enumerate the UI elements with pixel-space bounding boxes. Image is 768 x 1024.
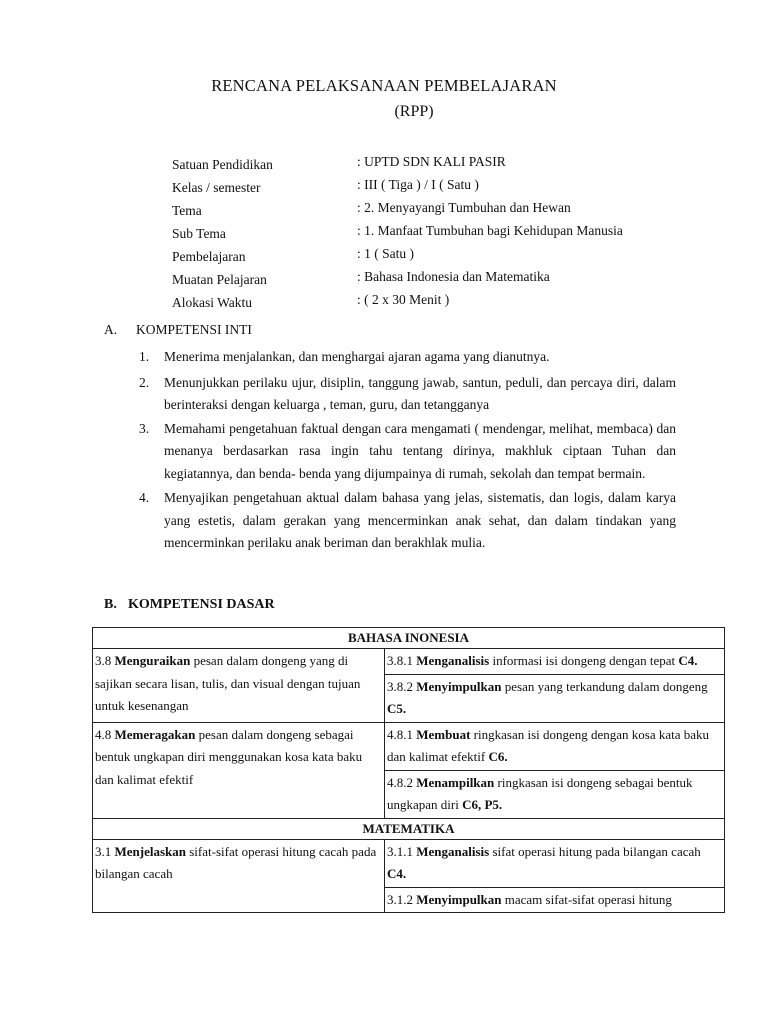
identity-label: Sub Tema <box>172 226 226 241</box>
list-text: Menerima menjalankan, dan menghargai ajaran agama yang dianutnya. <box>164 349 550 364</box>
identity-label: Pembelajaran <box>172 249 246 264</box>
identity-label: Alokasi Waktu <box>172 295 253 310</box>
kd-cell: 3.8 Menguraikan pesan dalam dongeng yang di sajikan secara lisan, tulis, dan visual dengan tujuan untuk kesenangan <box>93 649 385 723</box>
table-row <box>93 628 725 649</box>
section-b-heading <box>104 597 275 613</box>
list-text: Menunjukkan perilaku ujur, disiplin, tanggung jawab, santun, peduli, dan percaya diri, dalam berinteraksi dengan keluarga , teman, guru, dan tetangganya <box>164 374 676 412</box>
identity-label: Tema <box>172 203 202 218</box>
list-number: 1. <box>139 349 150 364</box>
table-row <box>93 649 725 675</box>
indicator-cell: 3.8.1 Menganalisis informasi isi dongeng dengan tepat C4. <box>385 649 725 675</box>
kompetensi-dasar-table <box>92 627 725 913</box>
list-text: Memahami pengetahuan faktual dengan cara mengamati ( mendengar, melihat, membaca) dan menanya berdasarkan rasa ingin tahu tentang dirinya, makhluk ciptaan Tuhan dan kegiatannya, dan benda- benda yang dijumpainya di rumah, sekolah dan tempat bermain. <box>164 420 676 481</box>
section-title: KOMPETENSI INTI <box>136 322 252 337</box>
table-row <box>93 818 725 839</box>
list-item <box>139 418 676 486</box>
identity-value: : 1. Manfaat Tumbuhan bagi Kehidupan Manusia <box>357 223 623 238</box>
identity-value: : Bahasa Indonesia dan Matematika <box>357 269 550 284</box>
list-number: 4. <box>139 490 150 505</box>
section-letter: B. <box>104 597 117 612</box>
table-row <box>93 839 725 887</box>
section-title: KOMPETENSI DASAR <box>128 597 275 612</box>
indicator-cell: 3.1.2 Menyimpulkan macam sifat-sifat operasi hitung <box>385 887 725 913</box>
kd-cell: 3.1 Menjelaskan sifat-sifat operasi hitung cacah pada bilangan cacah <box>93 839 385 913</box>
identity-value: : UPTD SDN KALI PASIR <box>357 154 506 169</box>
table-row <box>93 722 725 770</box>
kd-cell: 4.8 Memeragakan pesan dalam dongeng sebagai bentuk ungkapan diri menggunakan kosa kata baku dan kalimat efektif <box>93 722 385 818</box>
section-a-heading <box>104 322 252 338</box>
identity-value: : 2. Menyayangi Tumbuhan dan Hewan <box>357 200 571 215</box>
indicator-cell: 4.8.1 Membuat ringkasan isi dongeng dengan kosa kata baku dan kalimat efektif C6. <box>385 722 725 770</box>
identity-label: Satuan Pendidikan <box>172 157 273 172</box>
subject-heading: BAHASA INONESIA <box>93 628 725 649</box>
indicator-cell: 4.8.2 Menampilkan ringkasan isi dongeng sebagai bentuk ungkapan diri C6, P5. <box>385 770 725 818</box>
indicator-cell: 3.1.1 Menganalisis sifat operasi hitung pada bilangan cacah C4. <box>385 839 725 887</box>
document-subtitle: (RPP) <box>394 103 434 120</box>
subject-heading: MATEMATIKA <box>93 818 725 839</box>
indicator-cell: 3.8.2 Menyimpulkan pesan yang terkandung dalam dongeng C5. <box>385 674 725 722</box>
identity-value: : III ( Tiga ) / I ( Satu ) <box>357 177 479 192</box>
identity-label: Muatan Pelajaran <box>172 272 267 287</box>
list-text: Menyajikan pengetahuan aktual dalam bahasa yang jelas, sistematis, dan logis, dalam karya yang estetis, dalam gerakan yang mencerminkan anak sehat, dan dalam tindakan yang mencerminkan perilaku anak beriman dan berakhlak mulia. <box>164 490 676 550</box>
list-number: 2. <box>139 374 150 390</box>
list-number: 3. <box>139 420 150 436</box>
list-item <box>139 346 676 369</box>
section-letter: A. <box>104 322 118 337</box>
identity-value: : 1 ( Satu ) <box>357 246 414 261</box>
document-title: RENCANA PELAKSANAAN PEMBELAJARAN <box>211 76 557 95</box>
kompetensi-inti-list <box>139 346 676 555</box>
identity-label: Kelas / semester <box>172 180 261 195</box>
list-item <box>139 372 676 417</box>
list-item <box>139 487 676 555</box>
identity-value: : ( 2 x 30 Menit ) <box>357 292 450 307</box>
